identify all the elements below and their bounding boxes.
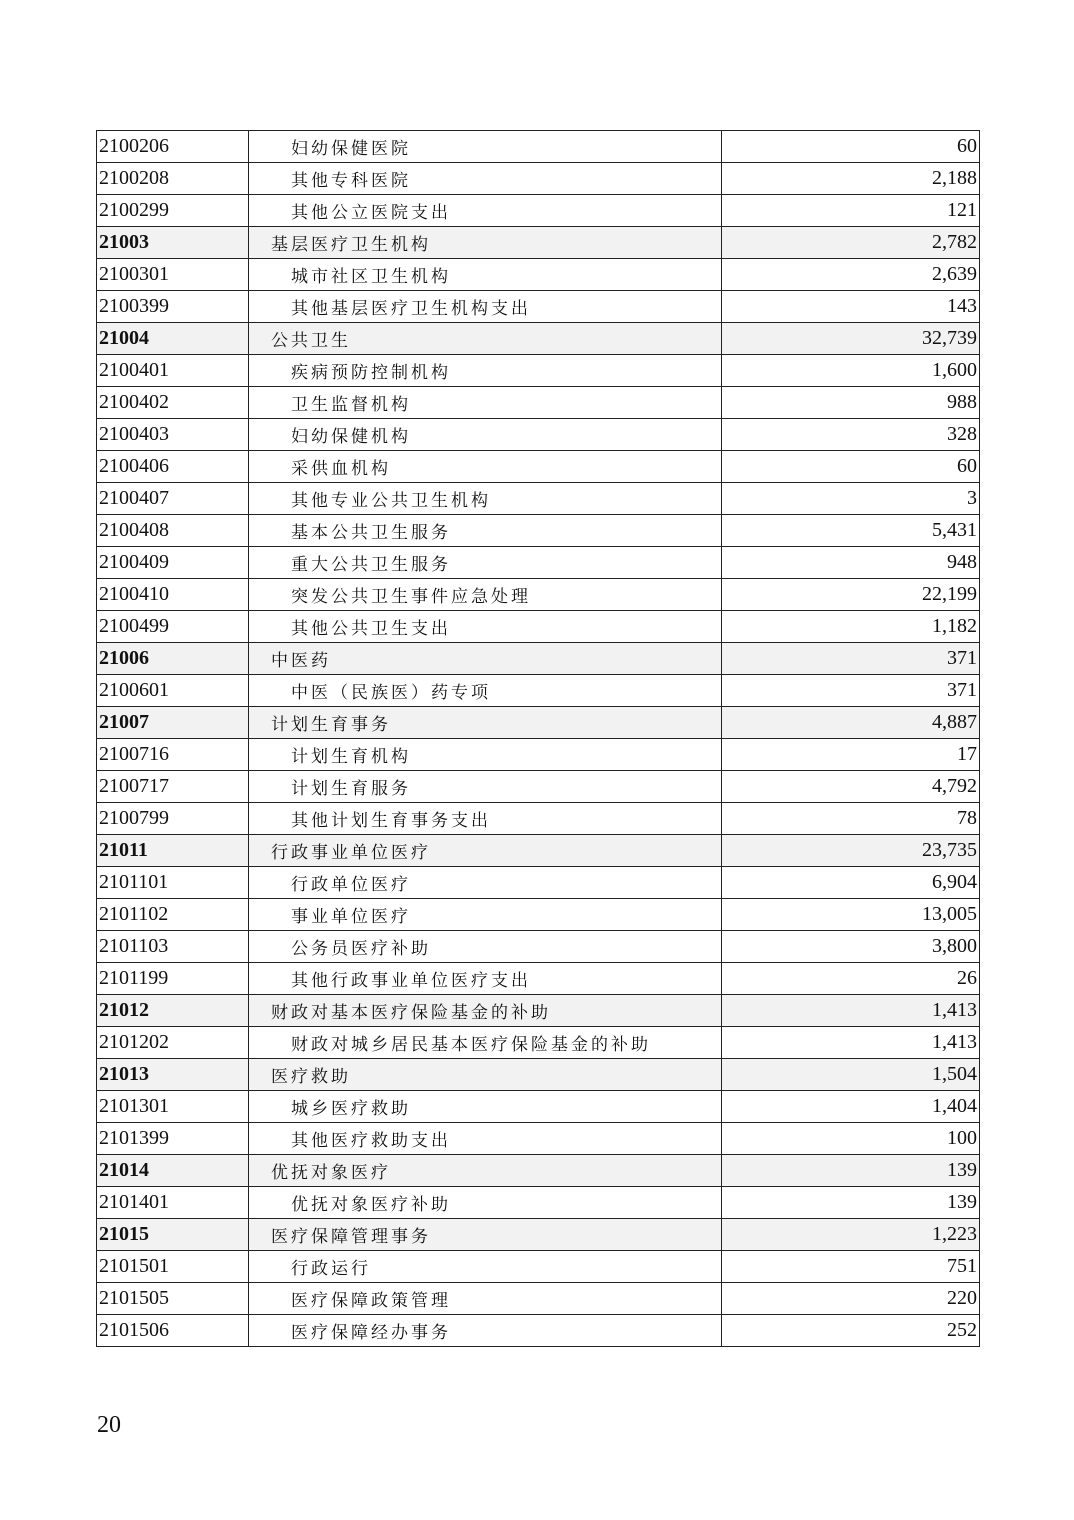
code-cell: 2100410 [97, 579, 249, 611]
name-cell: 优抚对象医疗 [249, 1155, 722, 1187]
name-cell: 计划生育服务 [249, 771, 722, 803]
amount-cell: 6,904 [722, 867, 980, 899]
amount-cell: 1,182 [722, 611, 980, 643]
amount-cell: 5,431 [722, 515, 980, 547]
code-cell: 2100716 [97, 739, 249, 771]
table-row [97, 899, 980, 931]
category-row [97, 643, 980, 675]
code-cell: 21012 [97, 995, 249, 1027]
name-cell: 行政运行 [249, 1251, 722, 1283]
table-row [97, 163, 980, 195]
table-row [97, 963, 980, 995]
code-cell: 2101101 [97, 867, 249, 899]
amount-cell: 220 [722, 1283, 980, 1315]
name-cell: 基层医疗卫生机构 [249, 227, 722, 259]
amount-cell: 1,223 [722, 1219, 980, 1251]
code-cell: 2100403 [97, 419, 249, 451]
name-cell: 其他行政事业单位医疗支出 [249, 963, 722, 995]
category-row [97, 227, 980, 259]
page-number: 20 [97, 1412, 121, 1438]
name-cell: 妇幼保健机构 [249, 419, 722, 451]
code-cell: 2100402 [97, 387, 249, 419]
code-cell: 21003 [97, 227, 249, 259]
amount-cell: 2,188 [722, 163, 980, 195]
name-cell: 医疗救助 [249, 1059, 722, 1091]
name-cell: 其他公共卫生支出 [249, 611, 722, 643]
amount-cell: 32,739 [722, 323, 980, 355]
amount-cell: 100 [722, 1123, 980, 1155]
table-row [97, 515, 980, 547]
table-row [97, 259, 980, 291]
code-cell: 2101506 [97, 1315, 249, 1347]
name-cell: 其他计划生育事务支出 [249, 803, 722, 835]
amount-cell: 988 [722, 387, 980, 419]
table-row [97, 1315, 980, 1347]
amount-cell: 4,792 [722, 771, 980, 803]
table-row [97, 579, 980, 611]
name-cell: 医疗保障经办事务 [249, 1315, 722, 1347]
code-cell: 2100301 [97, 259, 249, 291]
code-cell: 21007 [97, 707, 249, 739]
name-cell: 中医药 [249, 643, 722, 675]
amount-cell: 22,199 [722, 579, 980, 611]
amount-cell: 2,782 [722, 227, 980, 259]
code-cell: 2101202 [97, 1027, 249, 1059]
code-cell: 2100407 [97, 483, 249, 515]
table-row [97, 547, 980, 579]
code-cell: 2101103 [97, 931, 249, 963]
name-cell: 公务员医疗补助 [249, 931, 722, 963]
amount-cell: 1,413 [722, 995, 980, 1027]
name-cell: 卫生监督机构 [249, 387, 722, 419]
name-cell: 优抚对象医疗补助 [249, 1187, 722, 1219]
name-cell: 城市社区卫生机构 [249, 259, 722, 291]
table-row [97, 771, 980, 803]
name-cell: 其他专业公共卫生机构 [249, 483, 722, 515]
amount-cell: 3,800 [722, 931, 980, 963]
amount-cell: 121 [722, 195, 980, 227]
name-cell: 财政对城乡居民基本医疗保险基金的补助 [249, 1027, 722, 1059]
amount-cell: 948 [722, 547, 980, 579]
code-cell: 2100799 [97, 803, 249, 835]
table-row [97, 675, 980, 707]
code-cell: 2100208 [97, 163, 249, 195]
code-cell: 21014 [97, 1155, 249, 1187]
amount-cell: 23,735 [722, 835, 980, 867]
amount-cell: 3 [722, 483, 980, 515]
amount-cell: 139 [722, 1187, 980, 1219]
name-cell: 城乡医疗救助 [249, 1091, 722, 1123]
name-cell: 中医（民族医）药专项 [249, 675, 722, 707]
name-cell: 基本公共卫生服务 [249, 515, 722, 547]
table-row [97, 1027, 980, 1059]
code-cell: 21015 [97, 1219, 249, 1251]
code-cell: 2101301 [97, 1091, 249, 1123]
table-row [97, 1123, 980, 1155]
code-cell: 21013 [97, 1059, 249, 1091]
table-row [97, 931, 980, 963]
code-cell: 2101399 [97, 1123, 249, 1155]
code-cell: 2101501 [97, 1251, 249, 1283]
table-row [97, 867, 980, 899]
category-row [97, 835, 980, 867]
name-cell: 妇幼保健医院 [249, 131, 722, 163]
table-row [97, 451, 980, 483]
name-cell: 计划生育事务 [249, 707, 722, 739]
amount-cell: 1,404 [722, 1091, 980, 1123]
name-cell: 公共卫生 [249, 323, 722, 355]
code-cell: 2100299 [97, 195, 249, 227]
category-row [97, 323, 980, 355]
name-cell: 行政单位医疗 [249, 867, 722, 899]
code-cell: 2101199 [97, 963, 249, 995]
table-row [97, 1283, 980, 1315]
name-cell: 其他医疗救助支出 [249, 1123, 722, 1155]
code-cell: 2100499 [97, 611, 249, 643]
name-cell: 财政对基本医疗保险基金的补助 [249, 995, 722, 1027]
table-row [97, 387, 980, 419]
category-row [97, 707, 980, 739]
amount-cell: 252 [722, 1315, 980, 1347]
amount-cell: 371 [722, 643, 980, 675]
amount-cell: 751 [722, 1251, 980, 1283]
amount-cell: 1,600 [722, 355, 980, 387]
table-row [97, 803, 980, 835]
table-row [97, 1187, 980, 1219]
category-row [97, 1219, 980, 1251]
code-cell: 2100206 [97, 131, 249, 163]
category-row [97, 1155, 980, 1187]
category-row [97, 995, 980, 1027]
table-row [97, 355, 980, 387]
name-cell: 事业单位医疗 [249, 899, 722, 931]
table-row [97, 1251, 980, 1283]
table-row [97, 611, 980, 643]
code-cell: 2101102 [97, 899, 249, 931]
amount-cell: 139 [722, 1155, 980, 1187]
code-cell: 2100409 [97, 547, 249, 579]
budget-table [96, 130, 980, 1347]
name-cell: 疾病预防控制机构 [249, 355, 722, 387]
code-cell: 2100601 [97, 675, 249, 707]
amount-cell: 4,887 [722, 707, 980, 739]
amount-cell: 143 [722, 291, 980, 323]
code-cell: 21004 [97, 323, 249, 355]
name-cell: 重大公共卫生服务 [249, 547, 722, 579]
amount-cell: 26 [722, 963, 980, 995]
name-cell: 其他公立医院支出 [249, 195, 722, 227]
amount-cell: 60 [722, 131, 980, 163]
amount-cell: 371 [722, 675, 980, 707]
code-cell: 2101505 [97, 1283, 249, 1315]
code-cell: 2100406 [97, 451, 249, 483]
name-cell: 其他专科医院 [249, 163, 722, 195]
table-row [97, 291, 980, 323]
amount-cell: 1,504 [722, 1059, 980, 1091]
name-cell: 医疗保障管理事务 [249, 1219, 722, 1251]
name-cell: 其他基层医疗卫生机构支出 [249, 291, 722, 323]
amount-cell: 13,005 [722, 899, 980, 931]
table-row [97, 195, 980, 227]
code-cell: 2100399 [97, 291, 249, 323]
name-cell: 突发公共卫生事件应急处理 [249, 579, 722, 611]
table-row [97, 131, 980, 163]
amount-cell: 17 [722, 739, 980, 771]
amount-cell: 60 [722, 451, 980, 483]
code-cell: 21006 [97, 643, 249, 675]
code-cell: 2100401 [97, 355, 249, 387]
code-cell: 21011 [97, 835, 249, 867]
name-cell: 医疗保障政策管理 [249, 1283, 722, 1315]
code-cell: 2100408 [97, 515, 249, 547]
amount-cell: 2,639 [722, 259, 980, 291]
name-cell: 计划生育机构 [249, 739, 722, 771]
name-cell: 采供血机构 [249, 451, 722, 483]
table-row [97, 1091, 980, 1123]
amount-cell: 1,413 [722, 1027, 980, 1059]
table-row [97, 483, 980, 515]
code-cell: 2101401 [97, 1187, 249, 1219]
table-row [97, 419, 980, 451]
amount-cell: 78 [722, 803, 980, 835]
amount-cell: 328 [722, 419, 980, 451]
table-row [97, 739, 980, 771]
table-body [97, 131, 980, 1347]
name-cell: 行政事业单位医疗 [249, 835, 722, 867]
category-row [97, 1059, 980, 1091]
code-cell: 2100717 [97, 771, 249, 803]
